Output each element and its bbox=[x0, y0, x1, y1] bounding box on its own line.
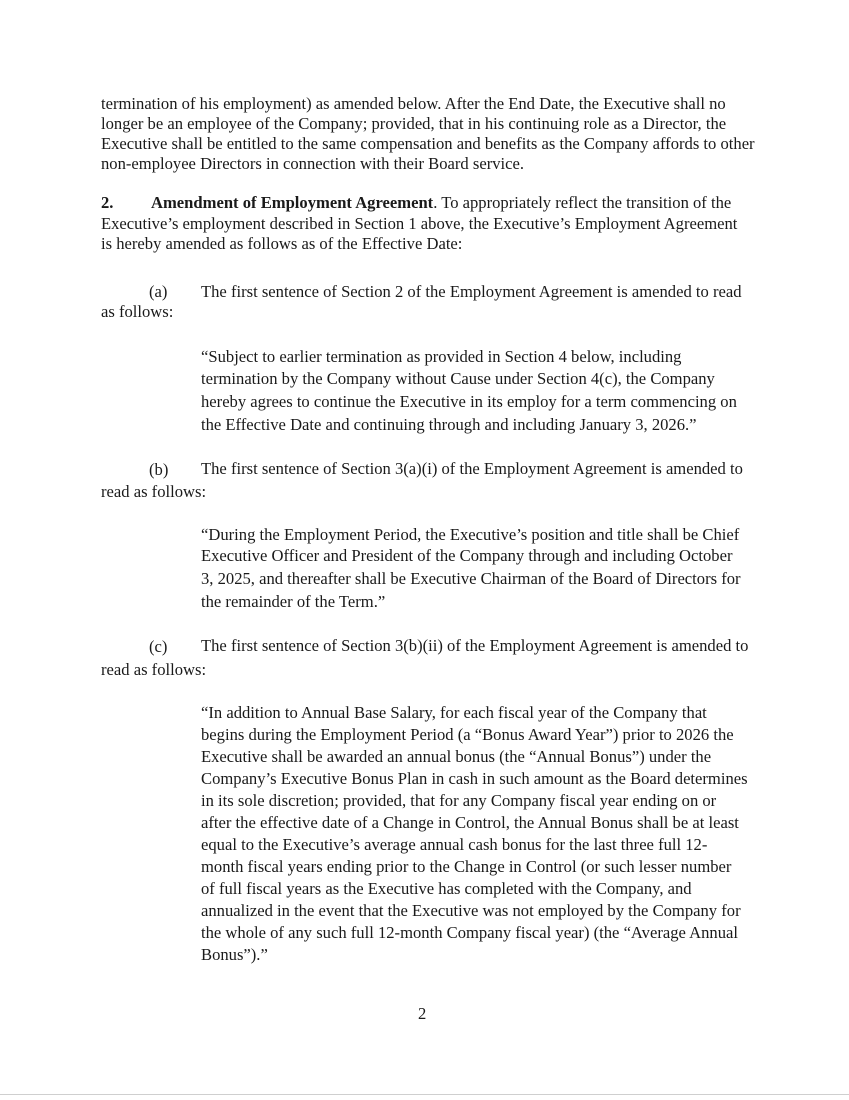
quote-line: in its sole discretion; provided, that for any Company fiscal year ending on or bbox=[201, 791, 717, 810]
section-body-line: Executive’s employment described in Section 1 above, the Executive’s Employment Agreement bbox=[101, 214, 738, 233]
item-label: (b) bbox=[149, 460, 169, 479]
item-label: (a) bbox=[149, 282, 168, 301]
item-line: read as follows: bbox=[101, 660, 207, 679]
section-body-line: . To appropriately reflect the transition of the bbox=[433, 193, 732, 212]
quote-line: Company’s Executive Bonus Plan in cash in such amount as the Board determines bbox=[201, 769, 748, 788]
quote-line: “During the Employment Period, the Executive’s position and title shall be Chief bbox=[201, 525, 740, 544]
quote-line: termination by the Company without Cause under Section 4(c), the Company bbox=[201, 369, 715, 388]
quote-line: 3, 2025, and thereafter shall be Executive Chairman of the Board of Directors for bbox=[201, 569, 741, 588]
quote-line: after the effective date of a Change in Control, the Annual Bonus shall be at least bbox=[201, 813, 739, 832]
intro-line: termination of his employment) as amended below. After the End Date, the Executive shall no bbox=[101, 94, 726, 113]
section-number: 2. bbox=[101, 193, 114, 212]
page-number: 2 bbox=[418, 1004, 427, 1023]
section-heading-line bbox=[151, 193, 731, 213]
quote-line: hereby agrees to continue the Executive in its employ for a term commencing on bbox=[201, 392, 737, 411]
quote-line: the remainder of the Term.” bbox=[201, 592, 386, 611]
quote-line: Executive Officer and President of the Company through and including October bbox=[201, 546, 733, 565]
intro-line: non-employee Directors in connection with their Board service. bbox=[101, 154, 525, 173]
item-label: (c) bbox=[149, 637, 168, 656]
quote-line: “Subject to earlier termination as provided in Section 4 below, including bbox=[201, 347, 682, 366]
quote-line: Executive shall be awarded an annual bonus (the “Annual Bonus”) under the bbox=[201, 747, 712, 766]
quote-line: month fiscal years ending prior to the Change in Control (or such lesser number bbox=[201, 857, 732, 876]
quote-line: the Effective Date and continuing through and including January 3, 2026.” bbox=[201, 415, 697, 434]
quote-line: equal to the Executive’s average annual cash bonus for the last three full 12- bbox=[201, 835, 708, 854]
quote-line: annualized in the event that the Executive was not employed by the Company for bbox=[201, 901, 741, 920]
quote-line: begins during the Employment Period (a “Bonus Award Year”) prior to 2026 the bbox=[201, 725, 734, 744]
item-line: as follows: bbox=[101, 302, 174, 321]
intro-line: longer be an employee of the Company; provided, that in his continuing role as a Director, the bbox=[101, 114, 727, 133]
quote-line: of full fiscal years as the Executive has completed with the Company, and bbox=[201, 879, 692, 898]
item-line: The first sentence of Section 2 of the Employment Agreement is amended to read bbox=[201, 282, 742, 301]
quote-line: Bonus”).” bbox=[201, 945, 268, 964]
item-line: read as follows: bbox=[101, 482, 207, 501]
item-line: The first sentence of Section 3(b)(ii) of the Employment Agreement is amended to bbox=[201, 636, 749, 655]
page-bottom-edge bbox=[0, 1094, 849, 1095]
item-line: The first sentence of Section 3(a)(i) of the Employment Agreement is amended to bbox=[201, 459, 743, 478]
intro-line: Executive shall be entitled to the same compensation and benefits as the Company affords to other bbox=[101, 134, 755, 153]
section-heading: Amendment of Employment Agreement bbox=[151, 193, 434, 212]
quote-line: the whole of any such full 12-month Company fiscal year) (the “Average Annual bbox=[201, 923, 738, 942]
section-body-line: is hereby amended as follows as of the Effective Date: bbox=[101, 234, 463, 253]
quote-line: “In addition to Annual Base Salary, for each fiscal year of the Company that bbox=[201, 703, 707, 722]
